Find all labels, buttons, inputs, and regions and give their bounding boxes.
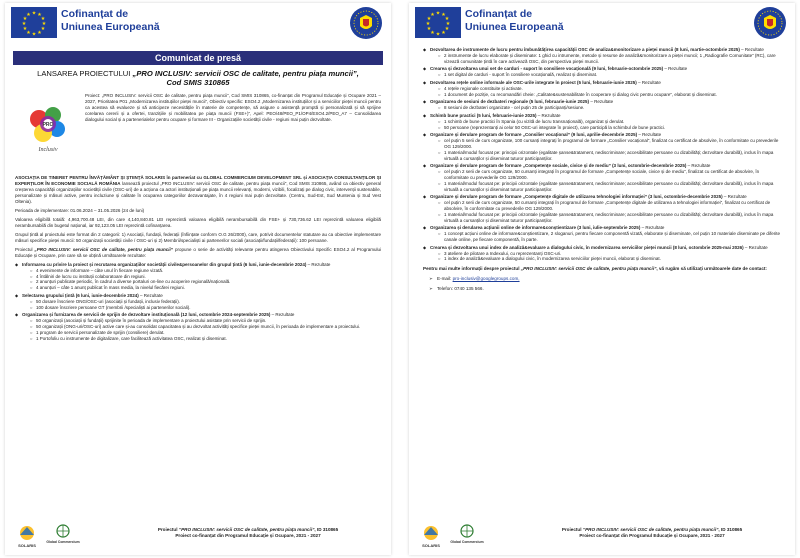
solaris-logo-icon: [15, 523, 39, 549]
result-item-heading: Organizarea de sesiuni de dezbateri regionale (5 luni, februarie-iunie 2025): [430, 99, 590, 105]
email-link[interactable]: pro-inclusiv@googlegroups.com,: [452, 276, 520, 282]
result-sub-item: ○ 50 dosare înscriere ONG/OSC-uri (asociații și fundații, inclusiv federații).: [30, 299, 381, 305]
result-sub-item: ○ 1 material/modul focusat pe: principii orizontale (egalitate șanse&tratament, nediscriminare; accesibilitate persoane cu dizabilități; dezvoltare durabilă), inclus în mapa virtuală a cursanților și diseminat tuturor participanților.: [438, 150, 781, 162]
svg-text:★: ★: [435, 10, 441, 17]
intro-section: [15, 91, 381, 175]
result-sub-item: ○ cel puțin 2 serii de curs organizate, 50 cursanți integrați în programul de formare „Competențe sociale, civice și de mediu”, finalizat cu certificat de absolvire, în conformitate cu prevederile OG 129/2000.: [438, 169, 781, 181]
result-item: [423, 132, 781, 161]
result-sub-list: [430, 53, 781, 65]
result-item-tail: – Rezultate: [686, 163, 711, 169]
result-item-tail: – Rezultate: [138, 292, 163, 298]
result-sub-item: ○ 4 anunțuri – câte 1 anunț publicat în mass media, la nivelul fiecărei regiuni.: [30, 285, 381, 291]
svg-text:★: ★: [430, 30, 435, 36]
result-item-tail: – Rezultate: [663, 66, 688, 72]
pro-inclusiv-logo-icon: [19, 97, 77, 157]
eu-flag-icon: [11, 7, 57, 38]
footer-left: [5, 515, 391, 555]
project-paragraph: [15, 247, 381, 259]
bullet-icon: ➢: [429, 286, 433, 292]
eu-title-line1: Cofinanțat de: [465, 8, 533, 20]
svg-text:★: ★: [441, 12, 446, 18]
phone-text: Telefon: 0740 135 566.: [437, 286, 484, 292]
project-name: „PRO INCLUSIV: servicii OSC de calitate, pentru piața muncii”: [34, 247, 173, 252]
result-item-tail: – Rezultate: [589, 99, 614, 105]
project-rest: propune o serie de activități relevante pentru atingerea Obiectivului Specific ESO4.2 al Programului Educație și Ocupare, prin care să se obțină următoarele rezultate:: [15, 247, 382, 258]
email-label: E-mail:: [437, 276, 453, 282]
right-items: [423, 47, 781, 262]
global-commercium-logo-icon: [46, 523, 80, 545]
svg-text:★: ★: [26, 30, 31, 36]
result-sub-item: ○ 1 schimb de bune practici în Spania (cu vizită de lucru transnațională), organizat și derulat.: [438, 119, 781, 125]
global-commercium-logo-label: Global Commercium: [450, 540, 484, 544]
page-right: [409, 3, 795, 555]
svg-text:★: ★: [444, 16, 450, 22]
result-item-heading: Organizare și derulare program de formare „Competențe sociale, civice și de mediu” (3 luni, octombrie-decembrie 2025): [430, 163, 687, 169]
title-smis: Cod SMIS 310865: [166, 78, 230, 87]
eu-flag-icon: [415, 7, 461, 38]
footer-prefix: Proiectul: [561, 527, 583, 532]
svg-text:★: ★: [430, 12, 435, 18]
footer-text-right: [519, 527, 785, 539]
result-sub-list: [430, 169, 781, 192]
svg-text:★: ★: [22, 26, 28, 32]
result-sub-list: [430, 251, 781, 263]
svg-text:★: ★: [441, 30, 446, 36]
svg-text:★: ★: [426, 16, 432, 22]
result-item-heading: Organizarea și furnizarea de servicii de sprijin de dezvoltare instituțională (12 luni, octombrie 2024-septembrie 2025): [22, 312, 271, 318]
result-item-heading: Crearea și dezvoltarea unui index de analiză&evaluare a dialogului civic, în modernizarea serviciilor pieței muncii (8 luni, octombrie 2025-mai 2026): [430, 244, 744, 250]
press-release-banner: Comunicat de presă: [13, 51, 383, 65]
footer-project: “PRO INCLUSIV: servicii OSC de calitate, pentru piața muncii”: [582, 527, 719, 532]
contact-suffix: , vă rugăm să utilizați următoarele date de contact:: [656, 266, 767, 272]
bullet-icon: ➢: [429, 276, 433, 282]
result-item-heading: Crearea și dezvoltarea unui set de carduri - suport în consiliere vocațională (9 luni, februarie-octombrie 2025): [430, 66, 664, 72]
solaris-logo-label: SOLARIS: [422, 543, 440, 548]
result-sub-item: ○ 4 rețele regionale constituite și activate.: [438, 86, 781, 92]
result-item-heading: Organizarea și derularea acțiunii online de informare&conștientizare (3 luni, iulie-septembrie 2025): [430, 225, 641, 231]
result-item-heading: Selectarea grupului țintă (6 luni, iunie-decembrie 2024): [22, 292, 139, 298]
right-results-list: [423, 47, 781, 262]
left-results-list: [15, 262, 381, 341]
result-item-heading: Organizare și derulare program de formare „Consilier vocațional” (9 luni, aprilie-decembrie 2025): [430, 132, 638, 138]
result-sub-item: ○ 1 material/modul focusat pe: principii orizontale (egalitate șanse&tratament, nediscriminare; accesibilitate persoane cu dizabilități; dezvoltare durabilă), inclus în mapa virtuală a cursanților și diseminat tuturor participanților.: [438, 212, 781, 224]
result-sub-item: ○ 3 ateliere de pilotare a Indexului, cu reprezentanți OSC-uri.: [438, 251, 781, 257]
partners-paragraph: [15, 175, 381, 205]
svg-text:★: ★: [40, 26, 46, 32]
svg-text:★: ★: [41, 21, 47, 27]
result-item-heading: Schimb bune practici (5 luni, februarie-iunie 2025): [430, 112, 537, 118]
result-sub-list: [430, 105, 781, 111]
eu-header: [409, 3, 795, 43]
result-sub-list: [430, 72, 781, 78]
result-item: [423, 163, 781, 192]
title-block: [15, 69, 381, 87]
result-item-tail: – Rezultate: [536, 112, 561, 118]
result-sub-list: [430, 200, 781, 223]
footer-text-left: [115, 527, 381, 539]
result-sub-list: [22, 318, 381, 341]
intro-text: Proiect: „PRO INCLUSIV: servicii OSC de calitate, pentru piața muncii”, Cod SMIS 310865, co-finanțat din Programul Educație și Ocupare 2021 – 2027, Prioritatea P01 „Modernizarea instituțiilor pieței muncii”, Obiectiv specific: ESO4.2 „Modernizarea instituțiilor și a serviciilor pieței muncii pentru ca acestea să evalueze și să anticipeze necesitățile în materie de competențe, să asigure o asistență promptă și personalizată și să sprijine corelarea cererii și a ofertei, tranzițiile și mobilitatea pe piața muncii (FSE+)”, Apel: PEO/48/PEO_P1/OP4/ESO4.2/PEO_A7 – Consolidarea dialogului social și a partenerialelor pentru ocupare și formare III - Organizațiile societății civile - regiuni mai puțin dezvoltate.: [85, 93, 381, 122]
result-sub-list: [430, 86, 781, 98]
result-sub-list: [430, 231, 781, 243]
left-items: [15, 262, 381, 341]
result-item-heading: Organizare și derulare program de formare „Competențe digitale de utilizarea tehnologiei informației” (3 luni, octombrie-decembrie 2025): [430, 194, 723, 200]
contact-prefix: Pentru mai multe informații despre proiectul: [423, 266, 521, 272]
result-sub-item: ○ 50 persoane (reprezentanți ai celor 50 OSC-uri integrate în proiect), care participă la schimbul de bune practici.: [438, 125, 781, 131]
eu-title: [465, 8, 564, 34]
result-item-tail: – Rezultate: [743, 244, 768, 250]
svg-text:★: ★: [40, 16, 46, 22]
result-sub-list: [22, 299, 381, 311]
result-item-heading: Dezvoltarea de instrumente de lucru pentru îmbunătățirea capacității OSC de analiza&monitorizare a pieței muncii (8 luni, martie-octombrie 2025): [430, 47, 740, 52]
footer-suffix: , ID 310865: [718, 527, 743, 532]
contact-email-row: [429, 275, 795, 282]
svg-text:★: ★: [21, 21, 27, 27]
result-sub-item: ○ 1 Portofoliu cu instrumente de digitalizare, care facilitează activitatea OSC, realizat și diseminat.: [30, 336, 381, 342]
eu-header: [5, 3, 391, 43]
result-sub-list: [430, 119, 781, 131]
result-item-tail: – Rezultate: [306, 262, 331, 267]
svg-text:★: ★: [435, 31, 441, 38]
result-sub-item: ○ 2 anunțuri publicate periodic, în cadrul a diverse portaluri on-line cu acoperire regională/națională.: [30, 279, 381, 285]
result-sub-item: ○ 1 material/modul focusat pe: principii orizontale (egalitate șanse&tratament, nediscriminare; accesibilitate persoane cu dizabilități; dezvoltare durabilă), inclus în mapa virtuală a cursanților și diseminat tuturor participanților.: [438, 181, 781, 193]
footer-right: [409, 515, 795, 555]
result-item-tail: – Rezultate: [722, 194, 747, 200]
eu-title-line2: Uniunea Europeană: [465, 21, 564, 33]
result-item: [423, 47, 781, 64]
footer-prefix: Proiectul: [157, 527, 179, 532]
svg-text:★: ★: [22, 16, 28, 22]
result-item: [423, 99, 781, 111]
result-item-heading: Dezvoltarea rețele online informale ale OSC-urile integrate în proiect (5 luni, februarie-iunie 2025): [430, 79, 637, 85]
target-paragraph: Grupul țintă al proiectului este format din 2 categorii: 1) Asociații, fundații, federații (înființate conform O.G 26/2000), care, potrivit documentelor statutare au ca obiective implementare măsuri specifice pieței muncii: 50 organizații societății civile / OSC-uri și 2) Membrii/specialiști ai partenerilor sociali (asociații/fundații/federații): 100 persoane.: [15, 232, 381, 243]
global-commercium-logo-label: Global Commercium: [46, 540, 80, 544]
result-item: [423, 66, 781, 78]
footer-project: “PRO INCLUSIV: servicii OSC de calitate, pentru piața muncii”: [178, 527, 315, 532]
footer-line2: Proiect co-finanțat din Programul Educație și Ocupare, 2021 - 2027: [175, 533, 321, 538]
result-sub-item: ○ 2 instrumente de lucru elaborate și diseminate: 1 ghid cu intrumente, metode și resurse de analiză&monitorizare a pieței muncii; 1 „Radiografie Comunitate” (RC), care vizează comunitate țintă în care activează OSC, din perspectiva pieței muncii.: [438, 53, 781, 65]
result-item-tail: – Rezultate: [637, 132, 662, 138]
result-sub-item: ○ cel puțin 2 serii de curs organizate, 50 cursanți integrați în programul de formare „Competențe digitale de utilizarea a tehnologiei informației”, finalizat cu certificat de absolvire, în conformitate cu prevederile OG 129/2000.: [438, 200, 781, 212]
body-text: [15, 175, 381, 259]
result-item-tail: – Rezultate: [640, 225, 665, 231]
svg-text:★: ★: [444, 26, 450, 32]
eu-title-line2: Uniunea Europeană: [61, 21, 160, 33]
result-sub-item: ○ 1 set digital de carduri - suport în consiliere vocațională, realizat și diseminat.: [438, 72, 781, 78]
result-sub-item: ○ 100 dosare înscriere persoane GT (membrii /specialiști ai partenerilor sociali).: [30, 305, 381, 311]
contact-project: „PRO INCLUSIV: servicii OSC de calitate, pentru piața muncii”: [520, 266, 657, 272]
svg-text:★: ★: [425, 21, 431, 27]
partners-bold: ASOCIAȚIA DE TINERET PENTRU ÎNVĂȚĂMÂNT ȘI ȘTIINȚĂ SOLARIS în parteneriat cu GLOBAL COMMERCIUM DEVELOPMENT SRL și ASOCIAȚIA CONSULTANȚILOR ȘI EXPERȚILOR ÎN ECONOMIE SOCIALĂ ROMÂNIA: [15, 175, 381, 186]
svg-text:★: ★: [37, 12, 42, 18]
svg-text:★: ★: [426, 26, 432, 32]
svg-text:★: ★: [31, 31, 37, 38]
page-left: [5, 3, 391, 555]
result-item: [423, 225, 781, 242]
contact-phone-row: [429, 285, 795, 292]
value-paragraph: Valoarea eligibilă totală: 4,963,700.48 LEI, din care 4,140,840.81 LEI reprezintă valoarea eligibilă nerambursabilă din FSE+ și 730,736.62 LEI reprezintă valoarea eligibilă nerambursabilă din bugetul național, iar 92,123.05 LEI reprezintă cofinanțarea.: [15, 217, 381, 228]
solaris-logo-label: SOLARIS: [18, 543, 36, 548]
solaris-logo-icon: [419, 523, 443, 549]
result-item: [423, 113, 781, 130]
result-sub-list: [22, 268, 381, 291]
eu-title: [61, 8, 160, 34]
result-item-tail: – Rezultate: [270, 312, 295, 318]
result-item: [15, 312, 381, 341]
svg-text:★: ★: [26, 12, 31, 18]
government-crest-icon: [349, 6, 383, 40]
svg-text:Inclusiv: Inclusiv: [38, 147, 58, 153]
result-sub-item: ○ 4 întâlniri de lucru cu instituții colaboratoare din regiuni.: [30, 274, 381, 280]
project-prefix: Proiectul: [15, 247, 35, 252]
result-item-heading: Informarea cu privire la proiect și recrutarea organizațiilor societății civile&persoanelor din grupul țintă (6 luni, iunie-decembrie 2024): [22, 262, 307, 267]
footer-suffix: , ID 310865: [314, 527, 339, 532]
result-item: [15, 293, 381, 310]
result-item: [423, 245, 781, 262]
svg-text:PRO: PRO: [42, 122, 54, 128]
government-crest-icon: [753, 6, 787, 40]
period-paragraph: Perioada de implementare: 01.06.2024 – 31.05.2026 (24 de luni): [15, 208, 145, 213]
footer-line2: Proiect co-finanțat din Programul Educație și Ocupare, 2021 - 2027: [579, 533, 725, 538]
result-item-tail: – Rezultate: [636, 79, 661, 85]
result-sub-item: ○ 1 document de poziție, cu recomandări cheie: „Calitate&sustenabilitate în cooperare și dialog civic pentru ocupare”, elaborat și diseminat.: [438, 92, 781, 98]
result-sub-item: ○ 50 organizații (ONG-uri/OSC-uri) active care și-au consolidat capacitatea și au dezvoltat activități specifice pieței muncii, în perioada de implementare a proiectului.: [30, 324, 381, 330]
contact-intro: [423, 266, 781, 272]
result-sub-item: ○ cel puțin 5 serii de curs organizate, 100 cursanți integrați în programul de formare „Consilier vocațional”, finalizat cu certificat de absolvire, în conformitate cu prevederile OG 129/2000.: [438, 138, 781, 150]
result-item-tail: – Rezultate: [739, 47, 764, 52]
result-item: [423, 194, 781, 223]
result-sub-item: ○ 1 concept acțiuni online de informare&conștientizare, 2 sloganuri, pentru fiecare componentă vizată, elaborate și diseminate, cel puțin 10 materiale diseminate pe diferite canale online, pe fiecare componentă, în parte.: [438, 231, 781, 243]
result-item: [15, 262, 381, 291]
svg-text:★: ★: [37, 30, 42, 36]
partners-rest: lansează proiectul „PRO INCLUSIV: servicii OSC de calitate, pentru piața muncii”, Cod SMIS 310865, având ca obiectiv general creșterea capacității organizațiilor societății civile (OSC-uri) de a acționa ca actori instituționali pe piața muncii relevanți, moderni, vizibili, focalizați pe dialog civic, intervenții sustenabile, personalizate și măsuri active, pentru incluziune și calitate în ocuparea categoriilor dezavantajate, în 4 regiuni mai puțin dezvoltate. (Centru, Sud-Est, Sud Muntenia și Sud Vest Oltenia).: [15, 181, 381, 204]
svg-text:★: ★: [31, 10, 37, 17]
global-commercium-logo-icon: [450, 523, 484, 545]
result-sub-item: ○ 4 evenimente de informare – câte unul în fiecare regiune vizată.: [30, 268, 381, 274]
svg-text:★: ★: [445, 21, 451, 27]
eu-title-line1: Cofinanțat de: [61, 8, 129, 20]
title-prefix: LANSAREA PROIECTULUI: [37, 69, 133, 78]
result-sub-item: ○ 8 sesiuni de dezbateri organizate - cel puțin 25 de participanți/sesiune.: [438, 105, 781, 111]
result-sub-item: ○ 1 index de analiză&evaluare a dialogului civic, în modernizarea serviciilor pieței muncii, elaborat și diseminat.: [438, 256, 781, 262]
title-project: „PRO INCLUSIV: servicii OSC de calitate, pentru piața muncii”,: [132, 69, 359, 78]
result-sub-item: ○ 1 program de servicii personalizate de sprijin (consiliere) derulat.: [30, 330, 381, 336]
result-sub-list: [430, 138, 781, 161]
result-sub-item: ○ 50 organizații (asociații și fundații) sprijinite în perioada de implementare a proiectului asistate prin servicii de sprijin.: [30, 318, 381, 324]
result-item: [423, 80, 781, 97]
